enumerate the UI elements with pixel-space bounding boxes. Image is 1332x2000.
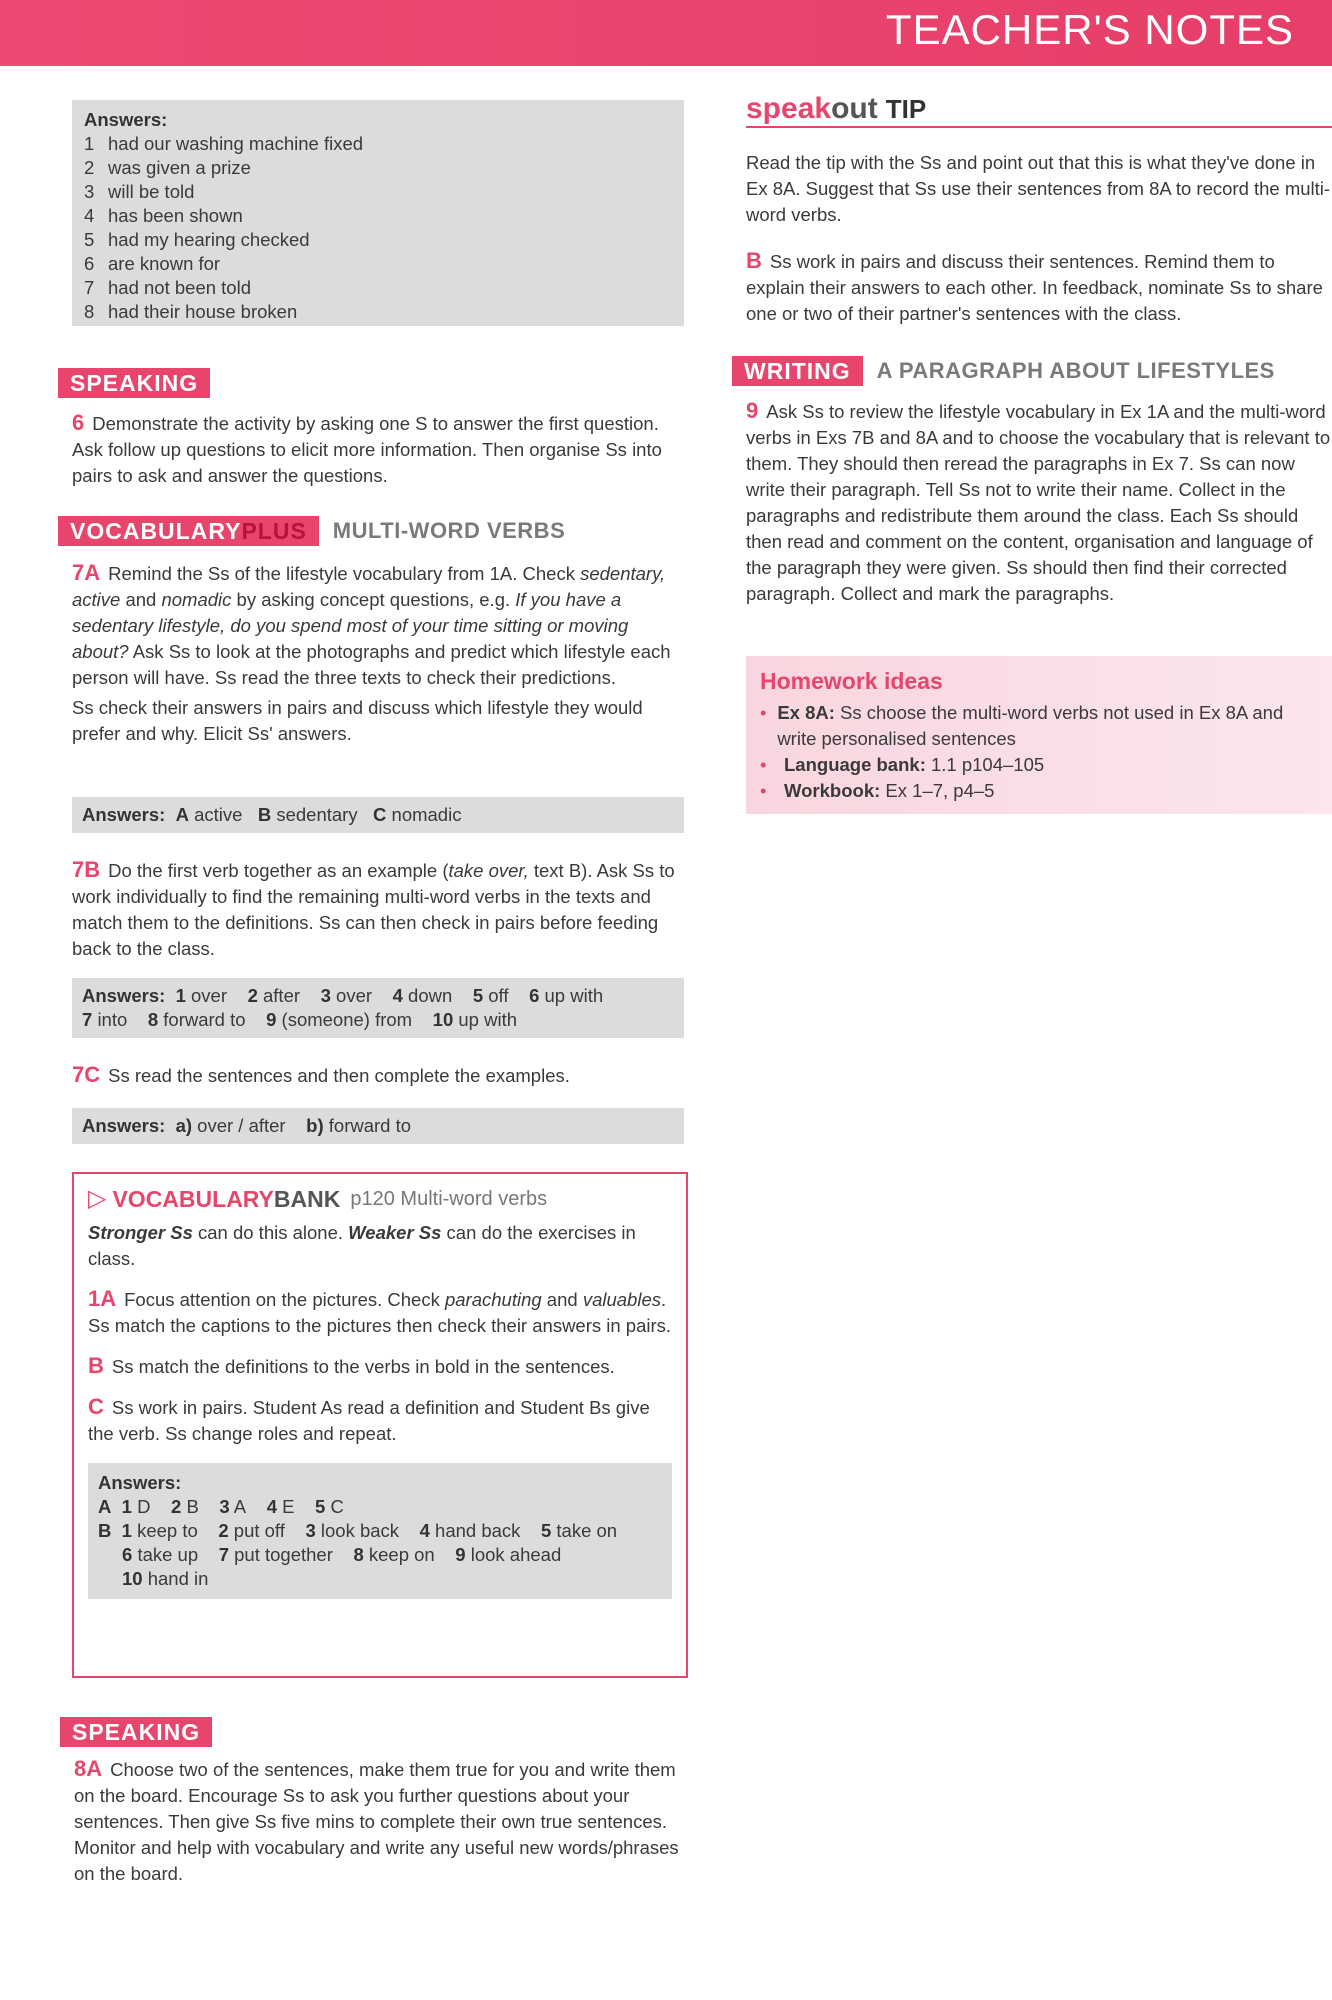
answer-text: had our washing machine fixed	[108, 133, 364, 154]
answer-row	[84, 300, 672, 324]
bullet-icon: •	[760, 702, 767, 723]
exercise-number: 7A	[72, 560, 101, 585]
bullet-icon: •	[760, 754, 767, 775]
speaking-instructions-2	[74, 1756, 690, 1887]
text-segment: Ask Ss to look at the photographs and predict which lifestyle each person will have. Ss read the three texts to check their predictions.	[72, 641, 671, 688]
answer-value: forward to	[328, 1115, 412, 1136]
exercise-number: 1A	[88, 1286, 117, 1311]
answer-key: C	[373, 804, 387, 825]
answer-number: 10	[122, 1568, 143, 1589]
answer-text: look back	[320, 1520, 400, 1541]
exercise-7c-body: Ss read the sentences and then complete the examples.	[108, 1065, 570, 1086]
text-bold-italic: Weaker Ss	[348, 1222, 442, 1243]
answer-number: 7	[82, 1009, 93, 1030]
answer-number: 1	[121, 1496, 132, 1517]
answer-text: after	[263, 985, 301, 1006]
answer-text: was given a prize	[108, 157, 251, 178]
answer-value: over / after	[197, 1115, 286, 1136]
homework-title: Homework ideas	[760, 668, 943, 694]
exercise-number: B	[88, 1353, 104, 1378]
answer-number: 9	[455, 1544, 466, 1565]
writing-label: WRITING	[732, 356, 863, 386]
exercise-number: 7C	[72, 1062, 101, 1087]
exercise-number: 6	[72, 410, 85, 435]
homework-item-body: 1.1 p104–105	[925, 754, 1045, 775]
answer-number: 5	[315, 1496, 326, 1517]
answer-text: had their house broken	[108, 301, 298, 322]
answer-value: active	[194, 804, 243, 825]
answers-list	[84, 132, 672, 324]
answer-text: A	[233, 1496, 247, 1517]
answer-key: B	[257, 804, 272, 825]
answers-row-label: A	[98, 1496, 112, 1517]
answer-number: 3	[305, 1520, 316, 1541]
homework-box	[746, 656, 1332, 814]
speaking-heading-2	[60, 1717, 212, 1747]
answer-number: 2	[218, 1520, 229, 1541]
answer-number: 8	[353, 1544, 364, 1565]
vocabulary-bank-ex-c	[88, 1394, 672, 1447]
answers-line	[82, 1008, 674, 1032]
homework-item-body: Ex 1–7, p4–5	[880, 780, 995, 801]
answer-number: 8	[147, 1009, 159, 1030]
writing-heading	[732, 356, 1275, 386]
speaking-label: SPEAKING	[60, 1717, 212, 1747]
homework-item-label: Ex 8A:	[777, 702, 835, 723]
exercise-number: 7B	[72, 857, 101, 882]
text-segment: Ss match the definitions to the verbs in bold in the sentences.	[111, 1356, 615, 1377]
exercise-8b-body: Ss work in pairs and discuss their sentences. Remind them to explain their answers to each other. In feedback, nominate Ss to share one or two of their partner's sentences with the class.	[746, 251, 1323, 324]
exercise-7c-text	[72, 1062, 684, 1089]
answer-number: 2	[171, 1496, 182, 1517]
speaking-text: Demonstrate the activity by asking one S to answer the first question. Ask follow up questions to elicit more information. Then organise Ss into pairs to ask and answer the questions.	[72, 413, 662, 486]
answer-number: 8	[84, 301, 95, 322]
answer-text: down	[408, 985, 453, 1006]
vocabulary-plus-label	[58, 516, 319, 546]
answers-box-7c	[72, 1108, 684, 1144]
text-segment: Focus attention on the pictures. Check	[124, 1289, 445, 1310]
answer-text: B	[186, 1496, 199, 1517]
answer-number: 9	[266, 1009, 277, 1030]
answers-line	[98, 1519, 662, 1543]
vocabulary-plus-subtitle: MULTI-WORD VERBS	[332, 518, 566, 543]
vocabulary-word: VOCABULARY	[112, 1186, 274, 1212]
answer-row	[84, 204, 672, 228]
exercise-7a	[72, 560, 684, 747]
answers-line	[98, 1567, 662, 1591]
answers-box-grammar	[72, 100, 684, 326]
answer-number: 4	[84, 205, 95, 226]
logo-out: out	[831, 92, 878, 125]
speaking-text: Choose two of the sentences, make them true for you and write them on the board. Encourage Ss to ask you further questions about your sentences. Then give Ss five mins to complete their own true sentences. Monitor and help with vocabulary and write any useful new words/phrases on the board.	[74, 1759, 679, 1884]
exercise-number: 8A	[74, 1756, 103, 1781]
answer-number: 5	[84, 229, 95, 250]
exercise-number: 9	[746, 398, 759, 423]
answer-number: 5	[540, 1520, 552, 1541]
answers-list	[82, 984, 674, 1032]
answers-title: Answers:	[82, 985, 166, 1006]
vocabulary-plus-heading	[58, 516, 565, 546]
text-italic: nomadic	[161, 589, 232, 610]
answer-row	[84, 252, 672, 276]
exercise-7a-followup: Ss check their answers in pairs and discuss which lifestyle they would prefer and why. Elicit Ss' answers.	[72, 697, 643, 744]
answers-line	[98, 1543, 662, 1567]
exercise-9-text	[746, 398, 1332, 607]
answer-text: look ahead	[470, 1544, 562, 1565]
homework-item-label: Workbook:	[784, 780, 881, 801]
text-segment: and	[541, 1289, 583, 1310]
answer-text: (someone) from	[281, 1009, 413, 1030]
vocabulary-bank-ex-b	[88, 1353, 672, 1380]
answer-number: 2	[84, 157, 95, 178]
answer-number: 4	[266, 1496, 277, 1517]
answers-title: Answers:	[84, 109, 168, 130]
header-bar	[0, 0, 1332, 66]
homework-item-text	[784, 778, 994, 804]
text-segment: Ss work in pairs. Student As read a definition and Student Bs give the verb. Ss change roles and repeat.	[88, 1397, 650, 1444]
answer-row	[84, 156, 672, 180]
answer-text: are known for	[108, 253, 221, 274]
answer-text: C	[330, 1496, 344, 1517]
answer-number: 1	[175, 985, 186, 1006]
text-bold-italic: Stronger Ss	[88, 1222, 193, 1243]
text-italic: sedentary, active	[72, 563, 666, 610]
answer-number: 4	[419, 1520, 430, 1541]
answer-key: A	[175, 804, 189, 825]
answer-text: put together	[234, 1544, 333, 1565]
text-italic: If you have a sedentary lifestyle, do you spend most of your time sitting or moving about?	[72, 589, 629, 662]
answer-text: hand in	[147, 1568, 209, 1589]
play-triangle-icon: ▷	[88, 1185, 107, 1212]
answer-row	[84, 132, 672, 156]
plus-word: PLUS	[241, 518, 307, 544]
homework-item	[760, 700, 1318, 752]
vocabulary-word: VOCABULARY	[70, 518, 242, 544]
answers-box-7b	[72, 978, 684, 1038]
answer-number: 1	[84, 133, 95, 154]
vocabulary-bank-answers	[88, 1463, 672, 1599]
text-segment: Remind the Ss of the lifestyle vocabulary from 1A. Check	[108, 563, 581, 584]
answer-row	[84, 228, 672, 252]
answers-title: Answers:	[98, 1472, 182, 1493]
text-segment: Do the first verb together as an example (	[108, 860, 449, 881]
answer-text: forward to	[163, 1009, 246, 1030]
answers-row-b	[98, 1519, 662, 1591]
text-segment: can do this alone.	[192, 1222, 349, 1243]
answers-line	[82, 984, 674, 1008]
answer-number: 3	[320, 985, 331, 1006]
answer-row	[84, 180, 672, 204]
answer-text: has been shown	[108, 205, 243, 226]
answer-key: b)	[306, 1115, 324, 1136]
exercise-8b-text	[746, 248, 1332, 327]
answer-number: 3	[219, 1496, 230, 1517]
homework-list	[760, 700, 1318, 804]
speakout-tip-text: Read the tip with the Ss and point out that this is what they've done in Ex 8A. Suggest that Ss use their sentences from 8A to record the multi-word verbs.	[746, 152, 1331, 225]
answer-text: take up	[137, 1544, 199, 1565]
answer-number: 6	[84, 253, 95, 274]
answer-text: keep on	[368, 1544, 435, 1565]
speakout-logo	[746, 92, 878, 125]
homework-item-text	[784, 752, 1044, 778]
answer-text: put off	[233, 1520, 285, 1541]
text-segment: and	[120, 589, 162, 610]
answers-box-7a	[72, 797, 684, 833]
answer-text: over	[191, 985, 227, 1006]
answer-number: 4	[392, 985, 403, 1006]
writing-subtitle: A PARAGRAPH ABOUT LIFESTYLES	[876, 358, 1275, 383]
answer-value: sedentary	[276, 804, 358, 825]
vocabulary-bank-reference: p120 Multi-word verbs	[350, 1188, 548, 1210]
vocabulary-bank-intro	[88, 1220, 672, 1272]
text-italic: parachuting	[444, 1289, 542, 1310]
answer-number: 1	[121, 1520, 132, 1541]
answer-text: into	[97, 1009, 128, 1030]
homework-item-label: Language bank:	[784, 754, 926, 775]
vocabulary-bank-ex-1a	[88, 1286, 672, 1339]
answer-number: 5	[472, 985, 484, 1006]
text-segment: . Ss match the captions to the pictures then check their answers in pairs.	[88, 1289, 672, 1336]
answer-text: off	[488, 985, 509, 1006]
exercise-9-body: Ask Ss to review the lifestyle vocabulary in Ex 1A and the multi-word verbs in Exs 7B and 8A and to choose the vocabulary that is relevant to them. They should then reread the paragraphs in Ex 7. Ss can now write their paragraph. Tell Ss not to write their name. Collect in the paragraphs and redistribute them around the class. Each Ss should then read and comment on the content, organisation and language of the paragraph they were given. Ss should then find their corrected paragraph. Collect and mark the paragraphs.	[746, 401, 1331, 604]
answer-text: will be told	[108, 181, 195, 202]
text-segment: can do the exercises in class.	[88, 1222, 636, 1269]
answer-text: up with	[458, 1009, 518, 1030]
homework-item	[760, 778, 1318, 804]
homework-item-text	[777, 700, 1318, 752]
speakout-tip-heading	[746, 92, 1332, 128]
exercise-number: C	[88, 1394, 104, 1419]
answer-text: over	[336, 985, 373, 1006]
answer-number: 6	[529, 985, 540, 1006]
answer-value: nomadic	[391, 804, 462, 825]
answer-number: 7	[84, 277, 95, 298]
speaking-label: SPEAKING	[58, 368, 210, 398]
answer-text: D	[137, 1496, 151, 1517]
answer-number: 10	[432, 1009, 454, 1030]
answer-text: had my hearing checked	[108, 229, 310, 250]
exercise-number: B	[746, 248, 762, 273]
answer-number: 6	[122, 1544, 133, 1565]
answer-row	[84, 276, 672, 300]
vocabulary-bank-box	[72, 1172, 688, 1678]
speaking-instructions	[72, 410, 684, 489]
text-italic: take over,	[448, 860, 529, 881]
text-segment: text B). Ask Ss to work individually to find the remaining multi-word verbs in the texts and match them to the definitions. Ss can then check in pairs before feeding back to the class.	[72, 860, 675, 959]
answer-text: take on	[556, 1520, 618, 1541]
tip-label: TIP	[885, 94, 927, 124]
answer-text: up with	[544, 985, 604, 1006]
vocabulary-bank-title	[88, 1186, 672, 1212]
bank-word: BANK	[273, 1186, 341, 1212]
text-segment: by asking concept questions, e.g.	[231, 589, 516, 610]
answers-row-a	[98, 1495, 662, 1519]
logo-speak: speak	[746, 92, 832, 125]
bullet-icon: •	[760, 780, 767, 801]
answers-title: Answers:	[82, 804, 166, 825]
answers-row-label: B	[98, 1520, 112, 1541]
exercise-7b-text	[72, 857, 688, 962]
answers-title: Answers:	[82, 1115, 166, 1136]
answer-text: hand back	[435, 1520, 521, 1541]
homework-item-body: Ss choose the multi-word verbs not used in Ex 8A and write personalised sentences	[777, 702, 1284, 749]
answer-number: 7	[218, 1544, 229, 1565]
answer-text: E	[282, 1496, 295, 1517]
speaking-heading	[58, 368, 210, 398]
homework-item	[760, 752, 1318, 778]
page-title: TEACHER'S NOTES	[885, 6, 1294, 53]
answer-number: 3	[84, 181, 95, 202]
exercise-7a-text	[72, 560, 684, 691]
answer-text: had not been told	[108, 277, 251, 298]
answer-text: keep to	[137, 1520, 198, 1541]
answer-number: 2	[247, 985, 258, 1006]
answer-key: a)	[175, 1115, 193, 1136]
text-italic: valuables	[582, 1289, 661, 1310]
